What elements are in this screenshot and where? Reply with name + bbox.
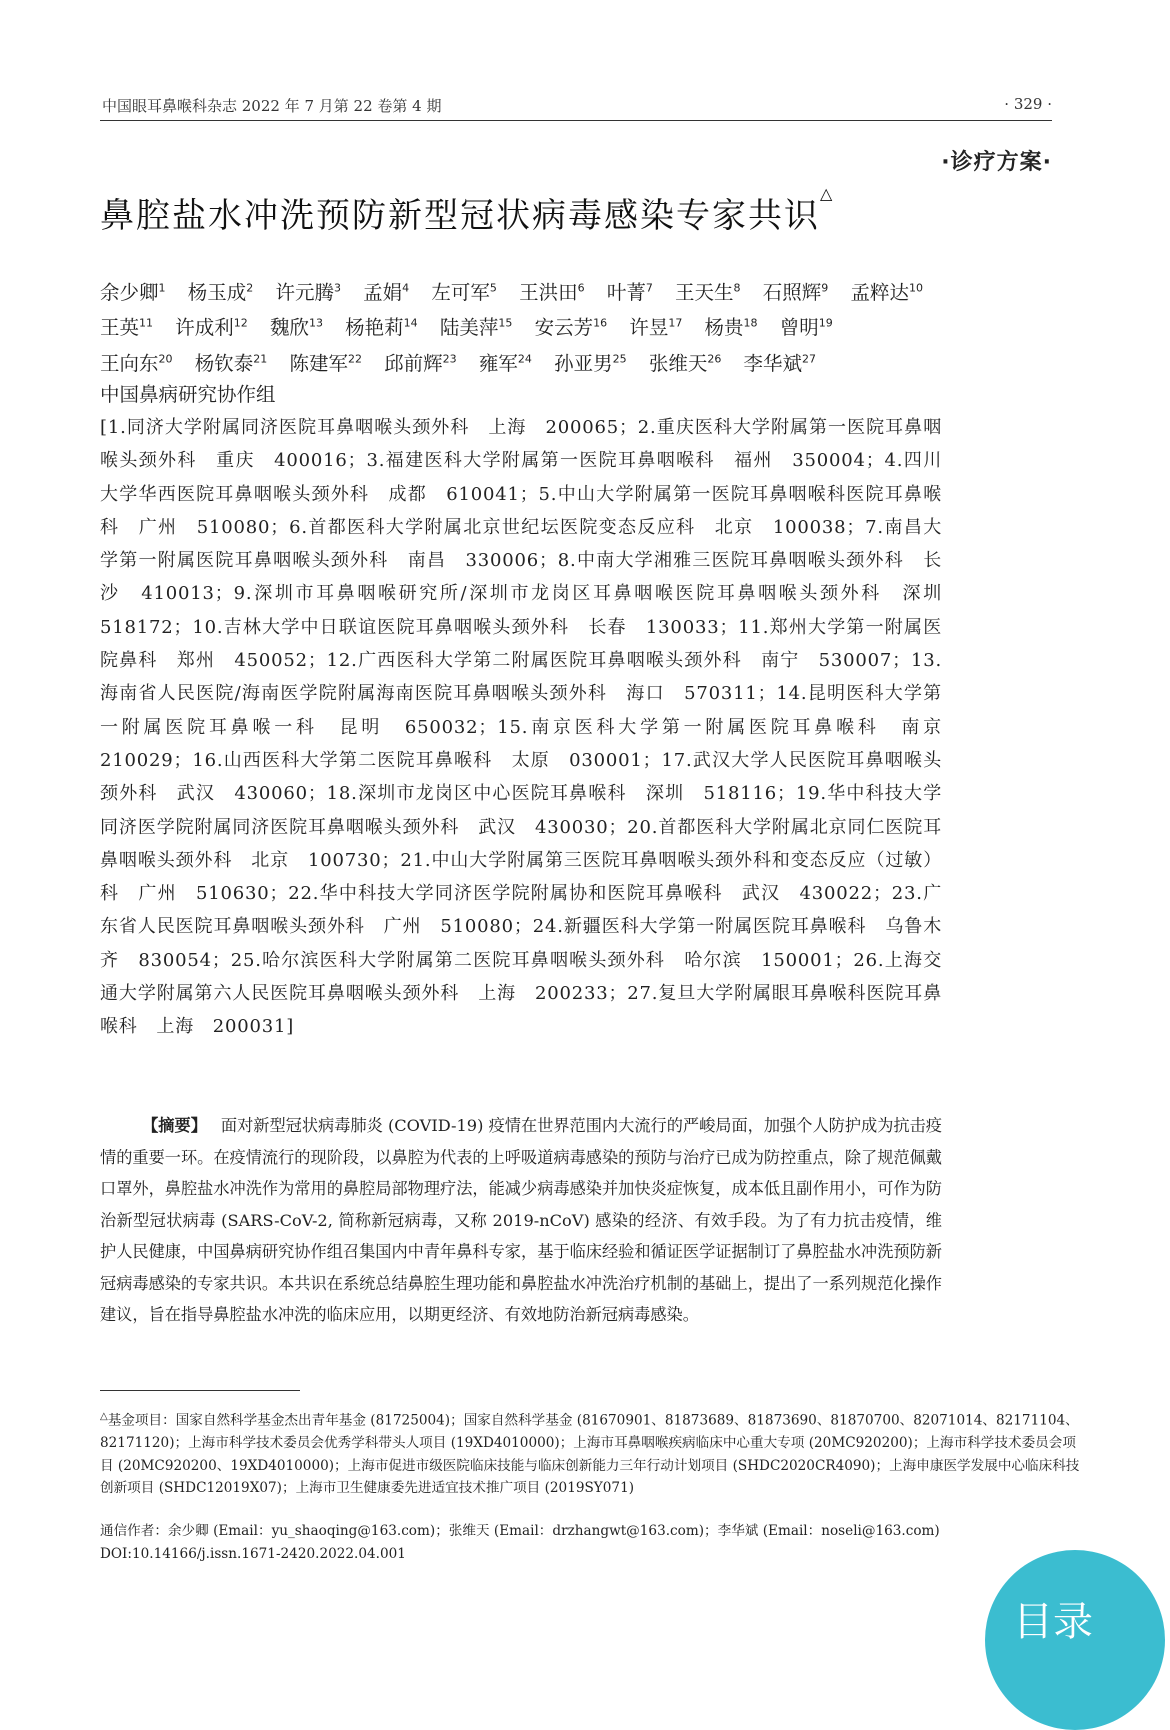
author-name: 杨艳莉 [345, 316, 404, 339]
author [270, 316, 323, 339]
author-affil-number: 12 [233, 316, 248, 330]
author-name: 王向东 [100, 351, 159, 375]
abstract [100, 1110, 942, 1331]
author [440, 316, 513, 339]
funding-label: 基金项目： [107, 1412, 176, 1429]
author-name: 雍军 [478, 351, 518, 375]
author-affil-number: 10 [908, 281, 923, 294]
author [763, 281, 829, 304]
funding-footnote [100, 1406, 1080, 1500]
author [100, 316, 153, 339]
author-affil-number: 16 [593, 316, 608, 330]
author-list [100, 272, 940, 410]
correspondence-block [100, 1520, 940, 1565]
author [535, 316, 608, 339]
author [100, 281, 166, 304]
author [100, 352, 173, 375]
author-affil-number: 9 [821, 281, 829, 294]
author-name: 孙亚男 [554, 351, 613, 375]
author-name: 许元腾 [275, 280, 334, 304]
funding-text: 国家自然科学基金杰出青年基金 (81725004)；国家自然科学基金 (81670901、81873689、81873690、81870700、82071014、82171104、82171120)；上海市科学技术委员会优秀学科带头人项目 (19XD4010000)；上海市耳鼻咽喉疾病临床中心重大专项 (20MC920200)；上海市科学技术委员会项目 (20MC920200、19XD4010000)；上海市促进市级医院临床技能与临床创新能力三年行动计划项目 (SHDC2020CR4090)；上海申康医学发展中心临床科技创新项目 (SHDC12019X07)；上海市卫生健康委先进适宜技术推广项目 (2019SY071) [100, 1412, 1080, 1497]
page-number: · 329 · [1004, 95, 1052, 113]
author-affil-number: 4 [402, 281, 410, 294]
author [188, 281, 254, 304]
author-name: 中国鼻病研究协作组 [100, 382, 276, 406]
author [175, 316, 248, 339]
author-affil-number: 15 [498, 316, 513, 330]
toc-button-label[interactable]: 目录 [1013, 1599, 1093, 1645]
author-name: 余少卿 [100, 280, 159, 304]
author-name: 陈建军 [289, 351, 348, 375]
correspondence: 通信作者：余少卿 (Email：yu_shaoqing@163.com)；张维天 (Email：drzhangwt@163.com)；李华斌 (Email：noseli@163.com) [100, 1523, 940, 1539]
author [100, 383, 276, 406]
doi: DOI:10.14166/j.issn.1671-2420.2022.04.001 [100, 1545, 406, 1562]
author-name: 魏欣 [269, 316, 309, 339]
author-affil-number: 14 [403, 316, 418, 330]
author-affil-number: 21 [253, 352, 268, 365]
author [363, 281, 409, 304]
author-name: 杨贵 [704, 316, 744, 339]
author-name: 孟娟 [363, 280, 403, 304]
author-affil-number: 5 [489, 281, 497, 294]
author-name: 陆美萍 [439, 316, 499, 339]
author-name: 王洪田 [519, 280, 578, 304]
author-name: 石照辉 [762, 280, 822, 304]
author [675, 281, 741, 304]
title-footnote-mark: △ [820, 184, 835, 203]
author-name: 曾明 [779, 316, 819, 339]
abstract-label: 【摘要】 [142, 1116, 207, 1135]
author [780, 316, 833, 339]
author-name: 王天生 [675, 280, 734, 304]
author-affil-number: 1 [158, 281, 166, 294]
author-affil-number: 25 [612, 352, 627, 365]
author-affil-number: 26 [707, 352, 722, 365]
author-affil-number: 24 [517, 352, 532, 365]
author-affil-number: 13 [308, 316, 323, 330]
author-affil-number: 2 [246, 281, 254, 294]
author [649, 352, 722, 375]
author [850, 281, 923, 304]
title-text: 鼻腔盐水冲洗预防新型冠状病毒感染专家共识 [100, 196, 820, 236]
header-rule [100, 120, 1052, 121]
author-affil-number: 7 [645, 281, 653, 294]
author-affil-number: 22 [347, 352, 362, 365]
author-name: 左可军 [431, 280, 490, 304]
author-affil-number: 27 [802, 352, 817, 365]
author [629, 316, 682, 339]
author-name: 杨玉成 [187, 280, 247, 304]
author [195, 352, 268, 375]
author [431, 281, 497, 304]
affiliations: [1.同济大学附属同济医院耳鼻咽喉头颈外科 上海 200065；2.重庆医科大学附属第一医院耳鼻咽喉头颈外科 重庆 400016；3.福建医科大学附属第一医院耳鼻咽喉科 福州 350004；4.四川大学华西医院耳鼻咽喉头颈外科 成都 610041；5.中山大学附属第一医院耳鼻咽喉科医院耳鼻喉科 广州 510080；6.首都医科大学附属北京世纪坛医院变态反应科 北京 100038；7.南昌大学第一附属医院耳鼻咽喉头颈外科 南昌 330006；8.中南大学湘雅三医院耳鼻咽喉头颈外科 长沙 410013；9.深圳市耳鼻咽喉研究所/深圳市龙岗区耳鼻咽喉医院耳鼻咽喉头颈外科 深圳 518172；10.吉林大学中日联谊医院耳鼻咽喉头颈外科 长春 130033；11.郑州大学第一附属医院鼻科 郑州 450052；12.广西医科大学第二附属医院耳鼻咽喉头颈外科 南宁 530007；13.海南省人民医院/海南医学院附属海南医院耳鼻咽喉头颈外科 海口 570311；14.昆明医科大学第一附属医院耳鼻喉一科 昆明 650032；15.南京医科大学第一附属医院耳鼻喉科 南京 210029；16.山西医科大学第二医院耳鼻喉科 太原 030001；17.武汉大学人民医院耳鼻咽喉头颈外科 武汉 430060；18.深圳市龙岗区中心医院耳鼻喉科 深圳 518116；19.华中科技大学同济医学院附属同济医院耳鼻咽喉头颈外科 武汉 430030；20.首都医科大学附属北京同仁医院耳鼻咽喉头颈外科 北京 100730；21.中山大学附属第三医院耳鼻咽喉头颈外科和变态反应（过敏）科 广州 510630；22.华中科技大学同济医学院附属协和医院耳鼻喉科 武汉 430022；23.广东省人民医院耳鼻咽喉头颈外科 广州 510080；24.新疆医科大学第一附属医院耳鼻喉科 乌鲁木齐 830054；25.哈尔滨医科大学附属第二医院耳鼻咽喉头颈外科 哈尔滨 150001；26.上海交通大学附属第六人民医院耳鼻咽喉头颈外科 上海 200233；27.复旦大学附属眼耳鼻喉科医院耳鼻喉科 上海 200031] [100, 417, 961, 1038]
author [289, 352, 362, 375]
footnote-rule [100, 1390, 300, 1391]
author-affil-number: 11 [139, 316, 154, 330]
author-name: 许成利 [175, 316, 234, 339]
author-name: 张维天 [648, 351, 708, 375]
author [345, 316, 418, 339]
author-name: 李华斌 [743, 351, 803, 375]
author-name: 孟粹达 [850, 280, 909, 304]
author [479, 352, 532, 375]
author [705, 316, 758, 339]
author-affil-number: 6 [577, 281, 585, 294]
author-affil-number: 8 [733, 281, 741, 294]
author-name: 杨钦泰 [194, 351, 254, 375]
author-name: 王英 [100, 316, 140, 339]
article-title [100, 184, 835, 237]
journal-header: 中国眼耳鼻喉科杂志 2022 年 7 月第 22 卷第 4 期 [102, 97, 442, 115]
author-affil-number: 19 [818, 316, 833, 330]
author [554, 352, 627, 375]
author-affil-number: 20 [158, 352, 173, 365]
author-affil-number: 3 [333, 281, 341, 294]
footnote-mark: △ [100, 1411, 108, 1422]
author-name: 邱前辉 [384, 351, 443, 375]
author-affil-number: 18 [743, 316, 758, 330]
author [519, 281, 585, 304]
author-name: 许昱 [629, 316, 669, 339]
author [384, 352, 457, 375]
abstract-text: 面对新型冠状病毒肺炎 (COVID-19) 疫情在世界范围内大流行的严峻局面，加强个人防护成为抗击疫情的重要一环。在疫情流行的现阶段，以鼻腔为代表的上呼吸道病毒感染的预防与治疗已成为防控重点，除了规范佩戴口罩外，鼻腔盐水冲洗作为常用的鼻腔局部物理疗法，能减少病毒感染并加快炎症恢复，成本低且副作用小，可作为防治新型冠状病毒 (SARS-CoV-2, 简称新冠病毒，又称 2019-nCoV) 感染的经济、有效手段。为了有力抗击疫情，维护人民健康，中国鼻病研究协作组召集国内中青年鼻科专家，基于临床经验和循证医学证据制订了鼻腔盐水冲洗预防新冠病毒感染的专家共识。本共识在系统总结鼻腔生理功能和鼻腔盐水冲洗治疗机制的基础上，提出了一系列规范化操作建议，旨在指导鼻腔盐水冲洗的临床应用，以期更经济、有效地防治新冠病毒感染。 [100, 1116, 942, 1324]
author [744, 352, 817, 375]
author-name: 叶菁 [606, 280, 646, 304]
author-affil-number: 17 [668, 316, 683, 330]
author [275, 281, 341, 304]
column-label: ·诊疗方案· [941, 150, 1052, 175]
author-affil-number: 23 [442, 352, 457, 365]
author-name: 安云芳 [534, 316, 594, 339]
author [607, 281, 653, 304]
